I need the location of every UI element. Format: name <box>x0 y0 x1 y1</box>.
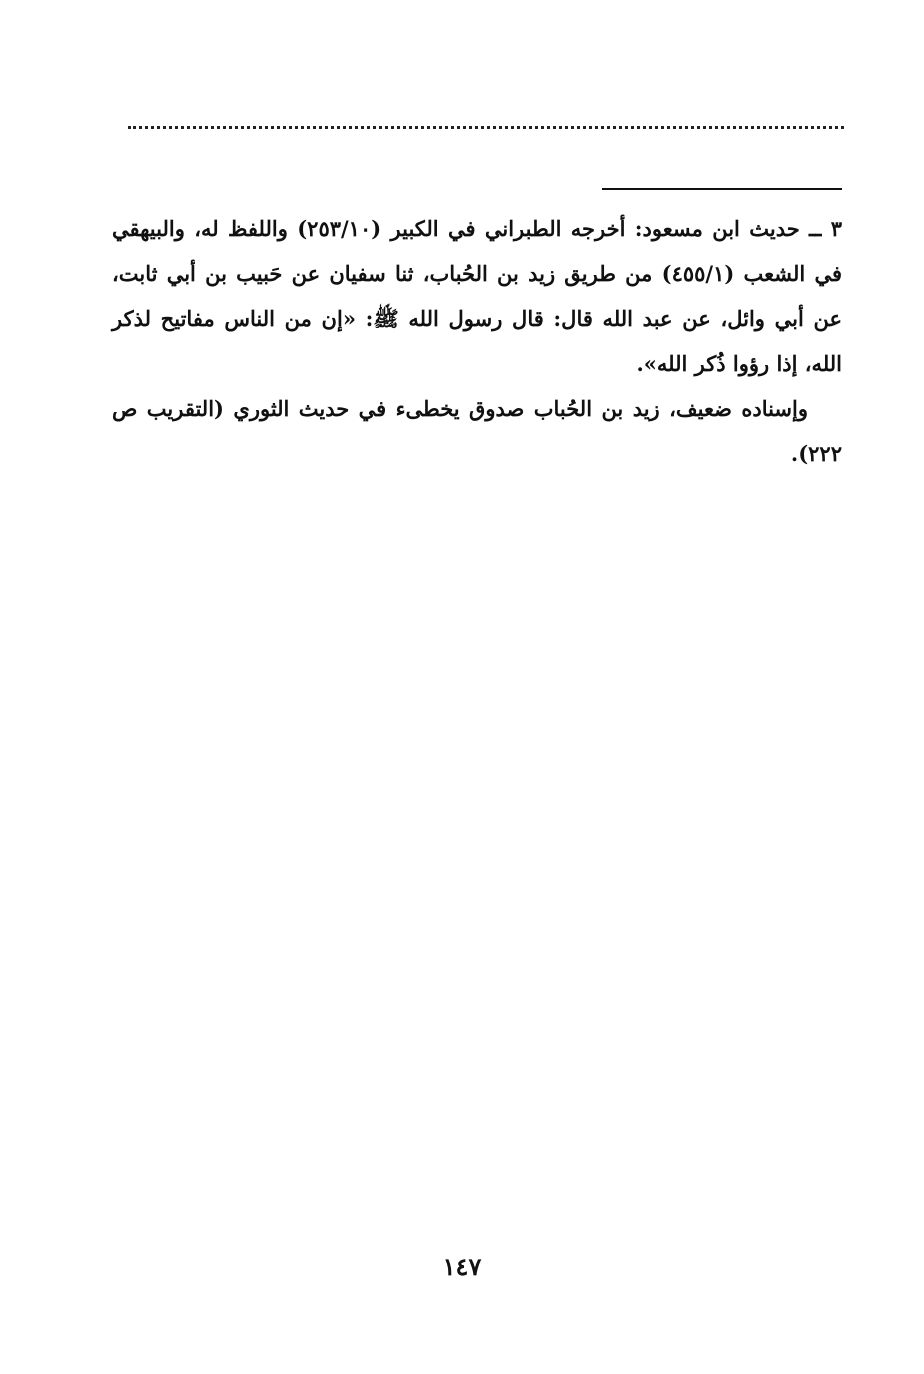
dotted-separator <box>128 126 844 129</box>
page-number: ١٤٧ <box>442 1252 482 1281</box>
footnote-rule <box>602 188 842 190</box>
footnote-block <box>112 206 842 476</box>
footnote-paragraph-2: وإسناده ضعيف، زيد بن الحُباب صدوق يخطىء في حديث الثوري (التقريب ص ٢٢٢). <box>112 396 842 466</box>
footnote-paragraph-1: ٣ ــ حديث ابن مسعود: أخرجه الطبراني في الكبير (٢٥٣/١٠) واللفظ له، والبيهقي في الشعب (٤٥٥/١) من طريق زيد بن الحُباب، ثنا سفيان عن حَبيب بن أبي ثابت، عن أبي وائل، عن عبد الله قال: قال رسول الله ﷺ: «إن من الناس مفاتيح لذكر الله، إذا رؤوا ذُكر الله». <box>112 216 842 376</box>
